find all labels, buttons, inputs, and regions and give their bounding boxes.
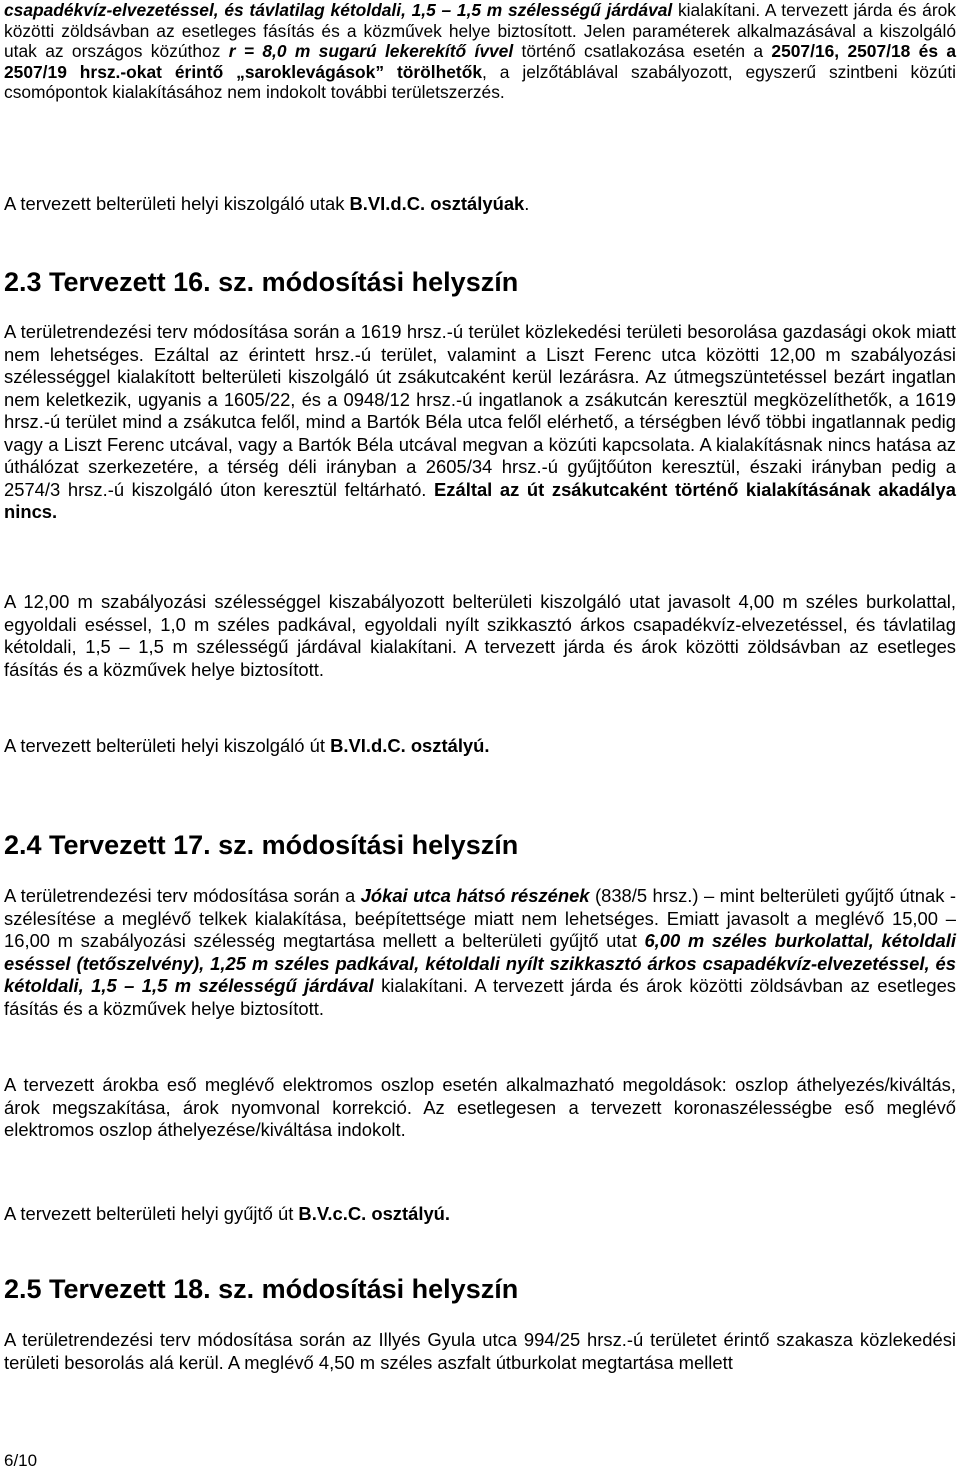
text-run: csapadékvíz-elvezetéssel, és távlatilag kétoldali, 1,5 – 1,5 m szélességű járdával	[4, 0, 673, 20]
text-run: B.V.c.C. osztályú.	[298, 1203, 451, 1224]
text-run: Jókai utca hátsó részének	[360, 885, 590, 906]
text-run: B.VI.d.C. osztályú.	[330, 735, 490, 756]
section-heading-block	[4, 266, 956, 298]
section-heading-block	[4, 1273, 956, 1305]
paragraph	[4, 0, 956, 103]
class-line-block	[4, 735, 956, 758]
section-paragraph-block	[4, 591, 956, 681]
text-run: A tervezett belterületi helyi kiszolgáló utak	[4, 193, 350, 214]
text-run: A területrendezési terv módosítása során az Illyés Gyula utca 994/25 hrsz.-ú területet érintő szakasza közlekedési területi besorolás alá kerül. A meglévő 4,50 m széles aszfalt útburkolat megtartása mellett	[4, 1329, 956, 1373]
text-run: A területrendezési terv módosítása során a	[4, 885, 361, 906]
paragraph	[4, 321, 956, 524]
text-run: A tervezett belterületi helyi gyűjtő út	[4, 1203, 299, 1224]
text-run: , a jelzőtáblával szabályozott, egyszerű szintbeni közúti csomópontok kialakításához nem indokolt további területszerzés.	[4, 61, 956, 103]
section-paragraph-block	[4, 1074, 956, 1142]
text-run: 6,00 m széles burkolattal, kétoldali eséssel (tetőszelvény), 1,25 m széles padkával, kétoldali nyílt szikkasztó árkos csapadékvíz-elvezetéssel, és kétoldali, 1,5 – 1,5 m szélességű járdával	[4, 930, 956, 996]
section-paragraph-block	[4, 1329, 956, 1374]
text-run: történő csatlakozása esetén a	[513, 41, 772, 62]
section-heading-block	[4, 829, 956, 861]
paragraph	[4, 1329, 956, 1374]
road-class-line	[4, 735, 956, 758]
section-paragraph-block	[4, 321, 956, 524]
text-run: 2507/16, 2507/18 és a 2507/19 hrsz.-okat érintő „saroklevágások” törölhetők	[4, 41, 956, 82]
section-heading: 2.4 Tervezett 17. sz. módosítási helyszín	[4, 830, 519, 860]
text-run: A tervezett belterületi helyi kiszolgáló út	[4, 735, 331, 756]
text-run: (838/5 hrsz.) – mint belterületi gyűjtő útnak - szélesítése a meglévő telkek kialakítása, beépítettsége miatt nem lehetséges. Emiatt javasolt a meglévő 15,00 – 16,00 m szabályozási szélesség megtartása mellett a belterületi gyűjtő utat	[4, 885, 956, 951]
paragraph	[4, 591, 956, 681]
page-number: 6/10	[4, 1451, 38, 1470]
top-paragraph-block	[4, 0, 956, 103]
text-run: kialakítani. A tervezett járda és árok közötti zöldsávban az esetleges fásítás és a közművek helye biztosított.	[4, 975, 957, 1019]
section-heading: 2.5 Tervezett 18. sz. módosítási helyszín	[4, 1274, 519, 1304]
road-class-line	[4, 193, 956, 216]
text-run: .	[524, 193, 530, 214]
text-run: r = 8,0 m sugarú lekerekítő ívvel	[228, 41, 514, 62]
road-class-line	[4, 1203, 956, 1226]
text-run: Ezáltal az út zsákutcaként történő kialakításának akadálya nincs.	[4, 478, 956, 522]
text-run: A tervezett árokba eső meglévő elektromos oszlop esetén alkalmazható megoldások: oszlop áthelyezés/kiváltás, árok megszakítása, árok nyomvonal korrekció. Az esetlegesen a tervezett koronaszélességbe eső meglévő elektromos oszlop áthelyezése/kiváltása indokolt.	[4, 1074, 956, 1140]
paragraph	[4, 1074, 956, 1142]
section-heading: 2.3 Tervezett 16. sz. módosítási helyszín	[4, 267, 519, 297]
text-run: kialakítani. A tervezett járda és árok közötti zöldsávban az esetleges fásítás és a közművek helye biztosított. Jelen paraméterek alkalmazásával a kiszolgáló utak az országos közúthoz	[4, 0, 956, 62]
text-run: B.VI.d.C. osztályúak	[349, 193, 525, 214]
section-paragraph-block	[4, 885, 956, 1020]
text-run: A 12,00 m szabályozási szélességgel kiszabályozott belterületi kiszolgáló utat javasolt 4,00 m széles burkolattal, egyoldali eséssel, 1,0 m széles padkával, egyoldali nyílt szikkasztó árkos csapadékvíz-elvezetéssel, és távlatilag kétoldali, 1,5 – 1,5 m szélességű járdával kialakítani. A tervezett járda és árok közötti zöldsávban az esetleges fásítás és a közművek helye biztosított.	[4, 591, 956, 680]
class-line-block	[4, 193, 956, 216]
class-line-block	[4, 1203, 956, 1226]
paragraph	[4, 885, 956, 1020]
text-run: A területrendezési terv módosítása során a 1619 hrsz.-ú terület közlekedési területi besorolása gazdasági okok miatt nem lehetséges. Ezáltal az érintett hrsz.-ú terület, valamint a Liszt Ferenc utca közötti 12,00 m szabályozási szélességgel kialakított belterületi kiszolgáló út zsákutcaként kerül lezárásra. Az útmegszüntetéssel bezárt ingatlan nem keletkezik, ugyanis a 1605/22, és a 0948/12 hrsz.-ú ingatlanok a zsákutcán keresztül megközelíthetők, a 1619 hrsz.-ú terület mind a zsákutca felől, mind a Bartók Béla utca felől elérhető, a térségben lévő többi ingatlannak pedig vagy a Liszt Ferenc utcával, vagy a Bartók Béla utcával megvan a közúti kapcsolata. A kialakításnak nincs hatása az úthálózat szerkezetére, a térség déli irányban a 2605/34 hrsz.-ú gyűjtőúton keresztül, északi irányban pedig a 2574/3 hrsz.-ú kiszolgáló úton keresztül feltárható.	[4, 321, 956, 500]
